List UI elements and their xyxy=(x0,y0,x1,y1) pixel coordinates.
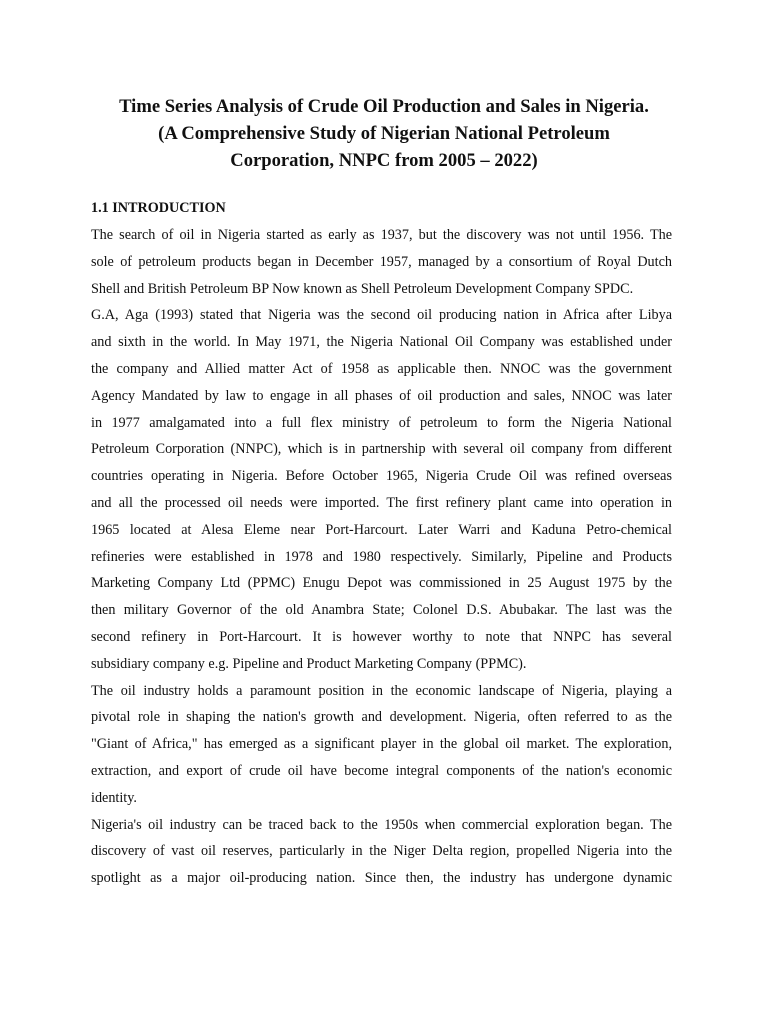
body-line: Nigeria's oil industry can be traced back to the 1950s when commercial exploration began. The xyxy=(91,816,672,833)
body-line: discovery of vast oil reserves, particularly in the Niger Delta region, propelled Nigeria into the xyxy=(91,843,672,860)
body-line: The search of oil in Nigeria started as early as 1937, but the discovery was not until 1956. The xyxy=(91,227,672,243)
body-line: sole of petroleum products began in December 1957, managed by a consortium of Royal Dutch xyxy=(91,253,672,270)
body-line: in 1977 amalgamated into a full flex ministry of petroleum to form the Nigeria National xyxy=(91,414,672,431)
title-line: Time Series Analysis of Crude Oil Production and Sales in Nigeria. xyxy=(119,96,649,117)
body-line: Agency Mandated by law to engage in all phases of oil production and sales, NNOC was later xyxy=(91,387,672,404)
body-line: countries operating in Nigeria. Before October 1965, Nigeria Crude Oil was refined overseas xyxy=(91,468,672,485)
body-line: subsidiary company e.g. Pipeline and Product Marketing Company (PPMC). xyxy=(91,655,527,672)
body-line: refineries were established in 1978 and 1980 respectively. Similarly, Pipeline and Products xyxy=(91,548,672,565)
title-line: Corporation, NNPC from 2005 – 2022) xyxy=(230,150,538,171)
body-line: extraction, and export of crude oil have become integral components of the nation's economic xyxy=(91,762,672,779)
body-line: identity. xyxy=(91,789,137,806)
body-line: and sixth in the world. In May 1971, the Nigeria National Oil Company was established under xyxy=(91,334,672,351)
body-line: and all the processed oil needs were imported. The first refinery plant came into operation in xyxy=(91,494,672,511)
title-line: (A Comprehensive Study of Nigerian National Petroleum xyxy=(158,123,610,144)
body-line: "Giant of Africa," has emerged as a significant player in the global oil market. The exploration, xyxy=(91,736,672,753)
body-line: pivotal role in shaping the nation's growth and development. Nigeria, often referred to as the xyxy=(91,709,672,726)
body-line: Petroleum Corporation (NNPC), which is in partnership with several oil company from different xyxy=(91,441,672,458)
body-line: G.A, Aga (1993) stated that Nigeria was the second oil producing nation in Africa after Libya xyxy=(91,307,672,324)
body-line: then military Governor of the old Anambra State; Colonel D.S. Abubakar. The last was the xyxy=(91,602,672,619)
body-line: spotlight as a major oil-producing nation. Since then, the industry has undergone dynamic xyxy=(91,870,672,887)
section-heading: 1.1 INTRODUCTION xyxy=(91,200,226,216)
body-text xyxy=(91,222,672,892)
body-line: second refinery in Port-Harcourt. It is however worthy to note that NNPC has several xyxy=(91,628,672,645)
body-line: Marketing Company Ltd (PPMC) Enugu Depot was commissioned in 25 August 1975 by the xyxy=(91,575,672,592)
document-title xyxy=(60,93,708,174)
body-line: Shell and British Petroleum BP Now known as Shell Petroleum Development Company SPDC. xyxy=(91,280,634,297)
body-line: the company and Allied matter Act of 1958 as applicable then. NNOC was the government xyxy=(91,360,672,377)
body-line: The oil industry holds a paramount position in the economic landscape of Nigeria, playing a xyxy=(91,682,672,699)
body-line: 1965 located at Alesa Eleme near Port-Harcourt. Later Warri and Kaduna Petro-chemical xyxy=(91,521,672,538)
